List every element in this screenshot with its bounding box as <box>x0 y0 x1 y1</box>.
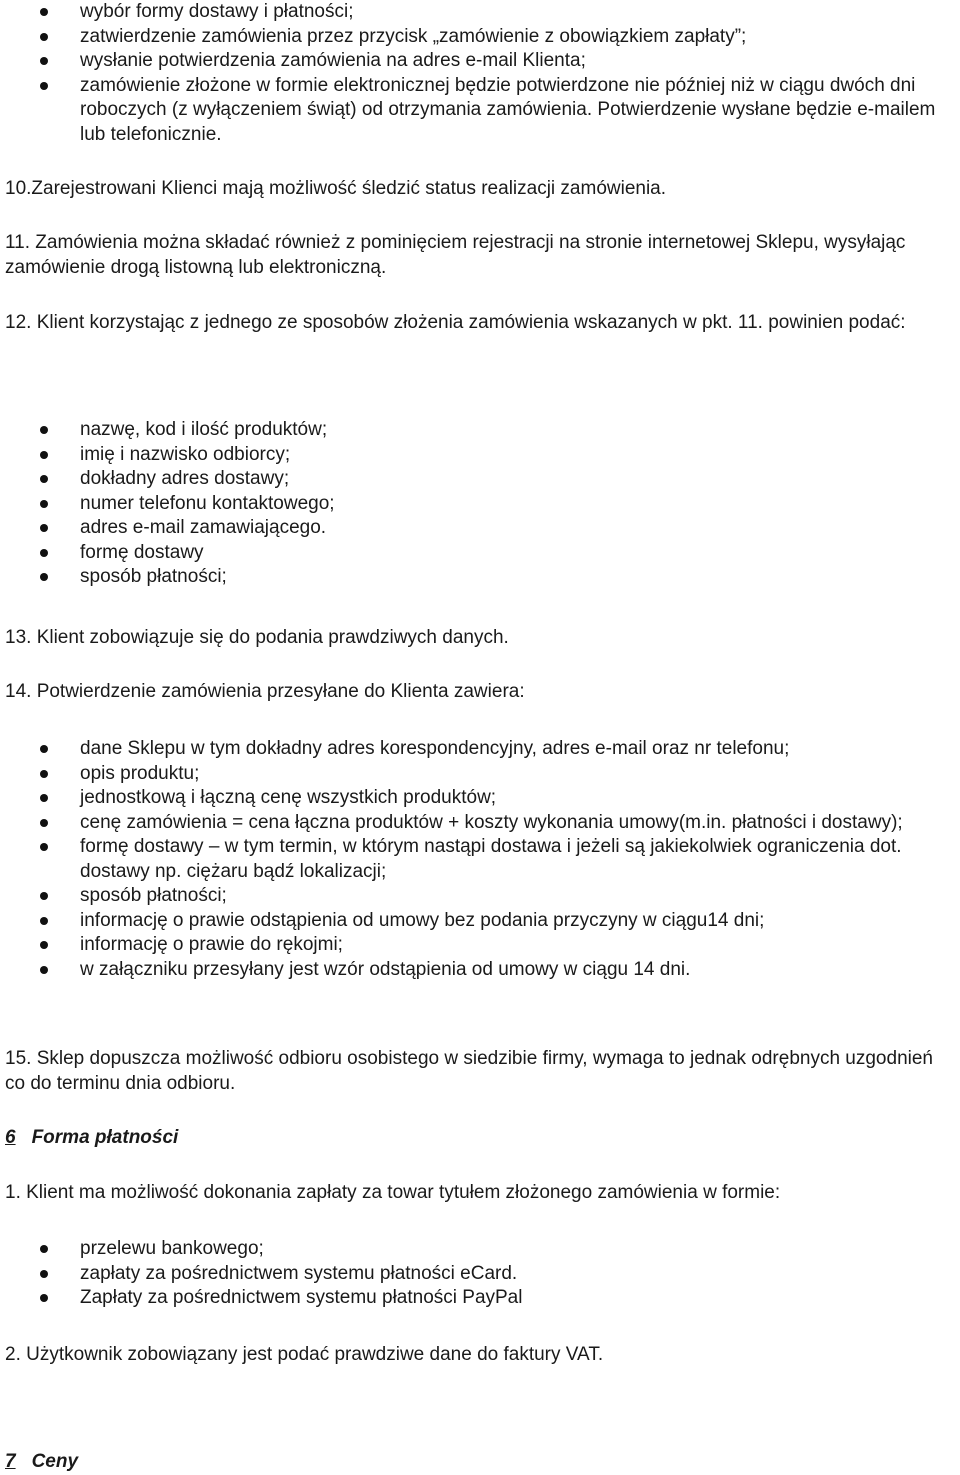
paragraph-15: 15. Sklep dopuszcza możliwość odbioru osobistego w siedzibie firmy, wymaga to jednak odrębnych uzgodnień co do terminu dnia odbioru. <box>5 1048 933 1094</box>
paragraph-12: 12. Klient korzystając z jednego ze sposobów złożenia zamówienia wskazanych w pkt. 11. powinien podać: <box>5 312 906 333</box>
list-item: informację o prawie odstąpienia od umowy bez podania przyczyny w ciągu14 dni; <box>0 909 960 934</box>
paragraph-11: 11. Zamówienia można składać również z pominięciem rejestracji na stronie internetowej Sklepu, wysyłając zamówienie drogą listowną lub elektroniczną. <box>5 232 906 278</box>
list-item: cenę zamówienia = cena łączna produktów + koszty wykonania umowy(m.in. płatności i dostawy); <box>0 811 960 836</box>
list-item: zamówienie złożone w formie elektronicznej będzie potwierdzone nie później niż w ciągu dwóch dni roboczych (z wyłączeniem świąt) od otrzymania zamówienia. Potwierdzenie wysłane będzie e-mailem lub telefonicznie. <box>0 74 960 148</box>
list-item: dokładny adres dostawy; <box>0 467 960 492</box>
list-item: dane Sklepu w tym dokładny adres korespondencyjny, adres e-mail oraz nr telefonu; <box>0 737 960 762</box>
order-details-list <box>0 418 960 590</box>
top-bullet-list <box>0 0 960 147</box>
list-item: adres e-mail zamawiającego. <box>0 516 960 541</box>
payment-methods-list <box>0 1237 960 1311</box>
list-item: nazwę, kod i ilość produktów; <box>0 418 960 443</box>
list-item: w załączniku przesyłany jest wzór odstąpienia od umowy w ciągu 14 dni. <box>0 958 960 983</box>
paragraph-13: 13. Klient zobowiązuje się do podania prawdziwych danych. <box>5 627 509 648</box>
list-item: imię i nazwisko odbiorcy; <box>0 443 960 468</box>
list-item: formę dostawy <box>0 541 960 566</box>
section-title: Ceny <box>31 1451 79 1472</box>
section-number: 6 <box>5 1127 16 1148</box>
list-item: jednostkową i łączną cenę wszystkich produktów; <box>0 786 960 811</box>
list-item: opis produktu; <box>0 762 960 787</box>
payment-paragraph-1: 1. Klient ma możliwość dokonania zapłaty za towar tytułem złożonego zamówienia w formie: <box>5 1182 781 1203</box>
list-item: informację o prawie do rękojmi; <box>0 933 960 958</box>
list-item: wysłanie potwierdzenia zamówienia na adres e-mail Klienta; <box>0 49 960 74</box>
section-title: Forma płatności <box>31 1127 179 1148</box>
list-item: wybór formy dostawy i płatności; <box>0 0 960 25</box>
list-item: formę dostawy – w tym termin, w którym nastąpi dostawa i jeżeli są jakiekolwiek ograniczenia dot. dostawy np. ciężaru bądź lokalizacji; <box>0 835 960 884</box>
list-item: Zapłaty za pośrednictwem systemu płatności PayPal <box>0 1286 960 1311</box>
section-heading-6 <box>5 1126 178 1150</box>
paragraph-10: 10.Zarejestrowani Klienci mają możliwość śledzić status realizacji zamówienia. <box>5 178 667 199</box>
section-number: 7 <box>5 1451 16 1472</box>
list-item: zapłaty za pośrednictwem systemu płatności eCard. <box>0 1262 960 1287</box>
list-item: sposób płatności; <box>0 884 960 909</box>
confirmation-contents-list <box>0 737 960 982</box>
section-heading-7 <box>5 1450 78 1474</box>
list-item: przelewu bankowego; <box>0 1237 960 1262</box>
payment-paragraph-2: 2. Użytkownik zobowiązany jest podać prawdziwe dane do faktury VAT. <box>5 1344 604 1365</box>
list-item: zatwierdzenie zamówienia przez przycisk „zamówienie z obowiązkiem zapłaty”; <box>0 25 960 50</box>
list-item: sposób płatności; <box>0 565 960 590</box>
list-item: numer telefonu kontaktowego; <box>0 492 960 517</box>
paragraph-14: 14. Potwierdzenie zamówienia przesyłane do Klienta zawiera: <box>5 681 525 702</box>
